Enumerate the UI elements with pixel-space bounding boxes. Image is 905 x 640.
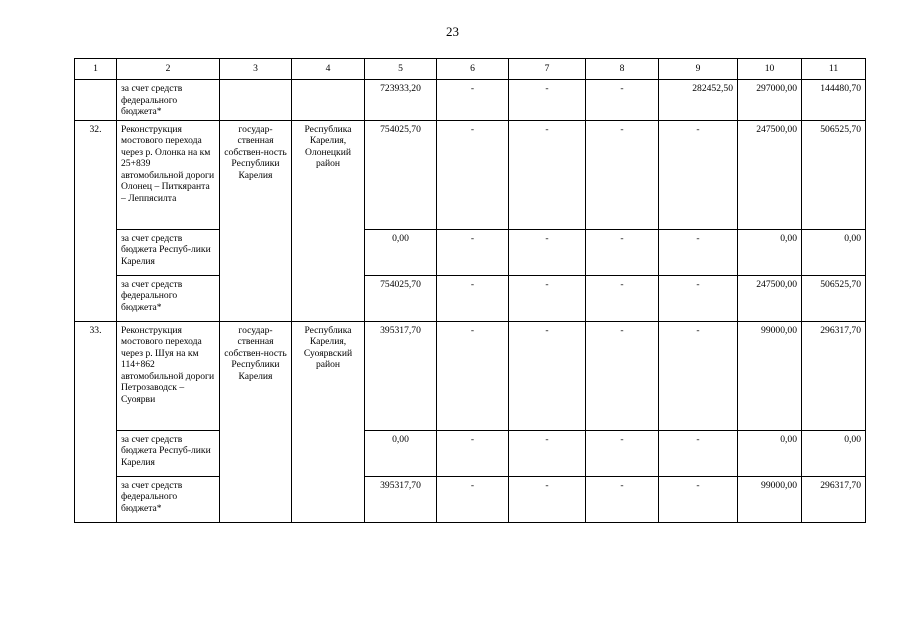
value-cell: - bbox=[437, 275, 509, 321]
value-cell: - bbox=[659, 275, 738, 321]
value-cell: 0,00 bbox=[738, 229, 802, 275]
header-cell: 1 bbox=[75, 59, 117, 80]
value-cell: - bbox=[437, 229, 509, 275]
value-cell: - bbox=[586, 476, 659, 522]
value-cell: 282452,50 bbox=[659, 80, 738, 121]
value-cell: - bbox=[659, 321, 738, 430]
header-cell: 7 bbox=[509, 59, 586, 80]
ownership-cell: государ-ственная собствен-ность Республики Карелия bbox=[220, 321, 292, 522]
value-cell: 144480,70 bbox=[802, 80, 866, 121]
table-row bbox=[75, 430, 866, 476]
value-cell: 0,00 bbox=[802, 229, 866, 275]
total-cell: 0,00 bbox=[365, 229, 437, 275]
value-cell: - bbox=[437, 80, 509, 121]
header-row bbox=[75, 59, 866, 80]
value-cell: 506525,70 bbox=[802, 275, 866, 321]
value-cell: - bbox=[586, 430, 659, 476]
header-cell: 10 bbox=[738, 59, 802, 80]
value-cell: 247500,00 bbox=[738, 275, 802, 321]
value-cell: 0,00 bbox=[738, 430, 802, 476]
table-cell bbox=[292, 80, 365, 121]
value-cell: 506525,70 bbox=[802, 120, 866, 229]
total-cell: 395317,70 bbox=[365, 476, 437, 522]
item-number-cell: 32. bbox=[75, 120, 117, 321]
value-cell: - bbox=[586, 275, 659, 321]
value-cell: - bbox=[509, 476, 586, 522]
header-cell: 2 bbox=[117, 59, 220, 80]
funding-source-cell: за счет средств федерального бюджета* bbox=[117, 80, 220, 121]
total-cell: 0,00 bbox=[365, 430, 437, 476]
budget-table bbox=[74, 58, 866, 523]
value-cell: - bbox=[659, 476, 738, 522]
value-cell: - bbox=[659, 120, 738, 229]
ownership-cell: государ-ственная собствен-ность Республики Карелия bbox=[220, 120, 292, 321]
table-cell bbox=[75, 80, 117, 121]
table-row bbox=[75, 229, 866, 275]
table-cell bbox=[220, 80, 292, 121]
description-cell: Реконструкция мостового перехода через р. Олонка на км 25+839 автомобильной дороги Олонец – Питкяранта – Леппясилта bbox=[117, 120, 220, 229]
funding-source-cell: за счет средств федерального бюджета* bbox=[117, 275, 220, 321]
value-cell: - bbox=[509, 80, 586, 121]
table-row bbox=[75, 321, 866, 430]
funding-source-cell: за счет средств бюджета Респуб-лики Карелия bbox=[117, 430, 220, 476]
description-cell: Реконструкция мостового перехода через р. Шуя на км 114+862 автомобильной дороги Петрозаводск – Суоярви bbox=[117, 321, 220, 430]
value-cell: - bbox=[437, 476, 509, 522]
total-cell: 754025,70 bbox=[365, 120, 437, 229]
value-cell: 296317,70 bbox=[802, 476, 866, 522]
value-cell: - bbox=[509, 430, 586, 476]
header-cell: 5 bbox=[365, 59, 437, 80]
header-cell: 6 bbox=[437, 59, 509, 80]
total-cell: 395317,70 bbox=[365, 321, 437, 430]
value-cell: - bbox=[509, 229, 586, 275]
header-cell: 11 bbox=[802, 59, 866, 80]
value-cell: 99000,00 bbox=[738, 476, 802, 522]
location-cell: Республика Карелия, Олонецкий район bbox=[292, 120, 365, 321]
total-cell: 754025,70 bbox=[365, 275, 437, 321]
value-cell: 247500,00 bbox=[738, 120, 802, 229]
page-number: 23 bbox=[446, 24, 459, 39]
header-cell: 9 bbox=[659, 59, 738, 80]
value-cell: 297000,00 bbox=[738, 80, 802, 121]
table-row bbox=[75, 80, 866, 121]
item-number-cell: 33. bbox=[75, 321, 117, 522]
value-cell: - bbox=[437, 321, 509, 430]
header-cell: 8 bbox=[586, 59, 659, 80]
location-cell: Республика Карелия, Суоярвский район bbox=[292, 321, 365, 522]
value-cell: - bbox=[659, 229, 738, 275]
value-cell: - bbox=[659, 430, 738, 476]
value-cell: - bbox=[586, 321, 659, 430]
header-cell: 3 bbox=[220, 59, 292, 80]
value-cell: - bbox=[509, 120, 586, 229]
table-row bbox=[75, 120, 866, 229]
funding-source-cell: за счет средств федерального бюджета* bbox=[117, 476, 220, 522]
table-row bbox=[75, 275, 866, 321]
funding-source-cell: за счет средств бюджета Респуб-лики Карелия bbox=[117, 229, 220, 275]
value-cell: - bbox=[586, 120, 659, 229]
value-cell: - bbox=[437, 430, 509, 476]
value-cell: - bbox=[509, 321, 586, 430]
table-row bbox=[75, 476, 866, 522]
header-cell: 4 bbox=[292, 59, 365, 80]
value-cell: 99000,00 bbox=[738, 321, 802, 430]
value-cell: - bbox=[586, 229, 659, 275]
total-cell: 723933,20 bbox=[365, 80, 437, 121]
value-cell: - bbox=[586, 80, 659, 121]
value-cell: 0,00 bbox=[802, 430, 866, 476]
value-cell: 296317,70 bbox=[802, 321, 866, 430]
value-cell: - bbox=[437, 120, 509, 229]
value-cell: - bbox=[509, 275, 586, 321]
